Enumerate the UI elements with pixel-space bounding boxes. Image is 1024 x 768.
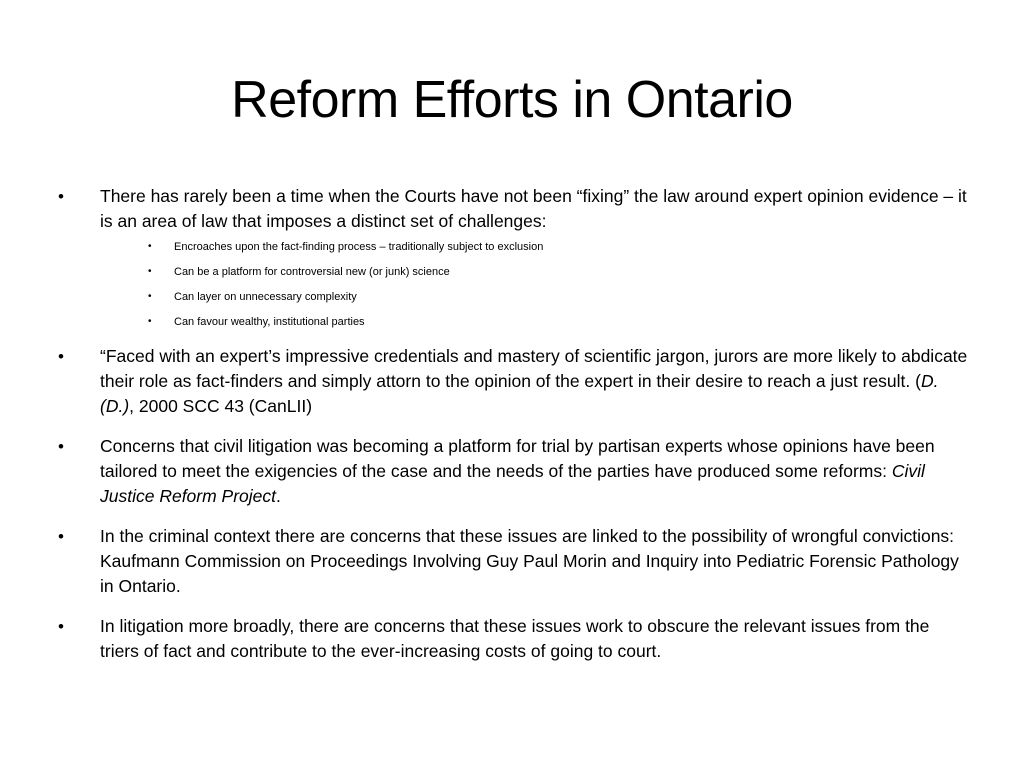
bullet-text xyxy=(100,436,935,506)
sub-bullet-text: Can favour wealthy, institutional parties xyxy=(174,316,365,328)
sub-bullet-text: Can be a platform for controversial new (or junk) science xyxy=(174,266,450,278)
bullet-item xyxy=(58,614,968,664)
bullet-icon: • xyxy=(148,266,152,277)
sub-bullet-item xyxy=(148,290,968,304)
sub-bullet-item xyxy=(148,315,968,329)
bullet-icon: • xyxy=(58,617,64,636)
bullet-text: In litigation more broadly, there are concerns that these issues work to obscure the relevant issues from the triers of fact and contribute to the ever-increasing costs of going to court. xyxy=(100,616,930,661)
bullet-text: In the criminal context there are concerns that these issues are linked to the possibility of wrongful convictions: Kaufmann Commission on Proceedings Involving Guy Paul Morin and Inquiry into Pediatric Forensic Pathology in Ontario. xyxy=(100,526,959,596)
bullet-text-part: , 2000 SCC 43 (CanLII) xyxy=(129,396,313,416)
bullet-icon: • xyxy=(58,437,64,456)
bullet-text xyxy=(100,346,967,416)
bullet-item xyxy=(58,184,968,329)
bullet-item xyxy=(58,344,968,419)
bullet-text-part: Concerns that civil litigation was becoming a platform for trial by partisan experts whose opinions have been tailored to meet the exigencies of the case and the needs of the parties have produced some reforms: xyxy=(100,436,935,481)
sub-bullet-list xyxy=(148,240,968,329)
bullet-icon: • xyxy=(148,241,152,252)
bullet-icon: • xyxy=(148,291,152,302)
bullet-text: There has rarely been a time when the Courts have not been “fixing” the law around expert opinion evidence – it is an area of law that imposes a distinct set of challenges: xyxy=(100,186,967,231)
slide-body xyxy=(58,184,968,679)
bullet-item xyxy=(58,434,968,509)
bullet-icon: • xyxy=(58,527,64,546)
bullet-icon: • xyxy=(58,187,64,206)
bullet-icon: • xyxy=(148,316,152,327)
slide-title: Reform Efforts in Ontario xyxy=(231,71,793,129)
case-citation: D.(D.) xyxy=(100,371,939,416)
bullet-text-part: . xyxy=(276,486,281,506)
sub-bullet-text: Can layer on unnecessary complexity xyxy=(174,291,357,303)
project-name: Civil Justice Reform Project xyxy=(100,461,925,506)
bullet-text-part: “Faced with an expert’s impressive credentials and mastery of scientific jargon, jurors are more likely to abdicate their role as fact-finders and simply attorn to the opinion of the expert in their desire to reach a just result. ( xyxy=(100,346,968,391)
bullet-item xyxy=(58,524,968,599)
sub-bullet-item xyxy=(148,240,968,254)
sub-bullet-item xyxy=(148,265,968,279)
bullet-icon: • xyxy=(58,347,64,366)
sub-bullet-text: Encroaches upon the fact-finding process – traditionally subject to exclusion xyxy=(174,241,544,253)
